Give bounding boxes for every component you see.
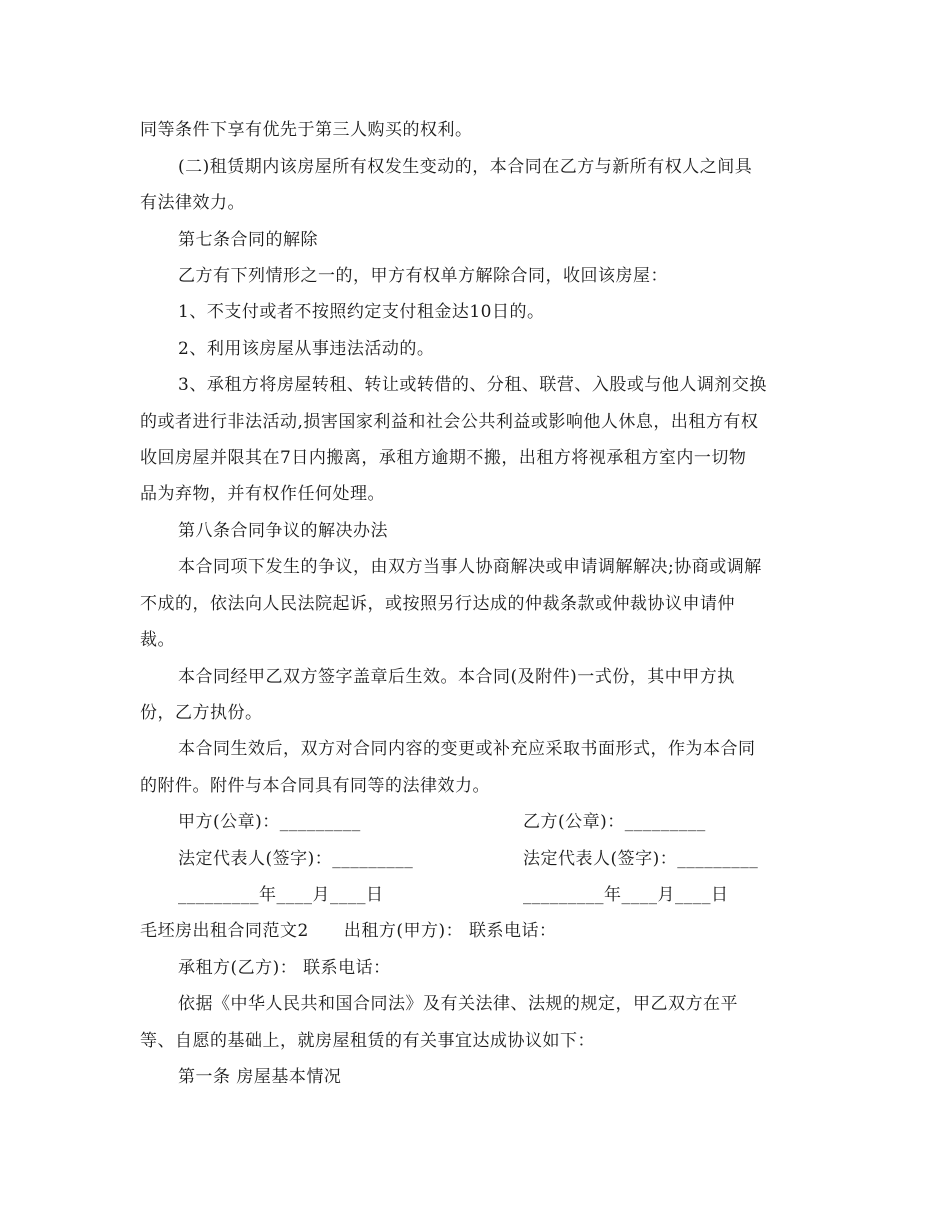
list-item: 3、承租方将房屋转租、转让或转借的、分租、联营、入股或与他人调剂交换 xyxy=(178,375,767,395)
paragraph-line: 本合同项下发生的争议，由双方当事人协商解决或申请调解解决;协商或调解 xyxy=(178,557,762,577)
paragraph-line: 份，乙方执份。 xyxy=(140,703,263,723)
party-a-seal-field: 甲方(公章)：_________ xyxy=(178,812,361,832)
second-contract-heading: 毛坯房出租合同范文2 出租方(甲方)： 联系电话： xyxy=(140,921,557,941)
article-heading: 第七条合同的解除 xyxy=(178,230,318,250)
paragraph-line: 品为弃物，并有权作任何处理。 xyxy=(140,484,385,504)
paragraph-line: 依据《中华人民共和国合同法》及有关法律、法规的规定，甲乙双方在平 xyxy=(178,994,738,1014)
paragraph-line: 等、自愿的基础上，就房屋租赁的有关事宜达成协议如下： xyxy=(140,1031,595,1051)
paragraph-line: 收回房屋并限其在7日内搬离，承租方逾期不搬，出租方将视承租方室内一切物 xyxy=(140,448,747,468)
lessee-line: 承租方(乙方)： 联系电话： xyxy=(178,958,391,978)
paragraph-line: 本合同生效后，双方对合同内容的变更或补充应采取书面形式，作为本合同 xyxy=(178,739,756,759)
paragraph-line: 有法律效力。 xyxy=(140,193,245,213)
party-a-date-field: _________年____月____日 xyxy=(178,885,384,905)
paragraph-line: 乙方有下列情形之一的，甲方有权单方解除合同，收回该房屋： xyxy=(178,266,668,286)
party-b-representative-field: 法定代表人(签字)：_________ xyxy=(523,849,759,869)
paragraph-line: 的附件。附件与本合同具有同等的法律效力。 xyxy=(140,776,490,796)
list-item: 2、利用该房屋从事违法活动的。 xyxy=(178,339,435,359)
paragraph-line: 同等条件下享有优先于第三人购买的权利。 xyxy=(140,120,473,140)
party-b-date-field: _________年____月____日 xyxy=(523,885,729,905)
paragraph-line: (二)租赁期内该房屋所有权发生变动的，本合同在乙方与新所有权人之间具 xyxy=(178,157,753,177)
paragraph-line: 的或者进行非法活动,损害国家利益和社会公共利益或影响他人休息，出租方有权 xyxy=(140,412,759,432)
paragraph-line: 本合同经甲乙双方签字盖章后生效。本合同(及附件)一式份，其中甲方执 xyxy=(178,667,735,687)
article-heading: 第八条合同争议的解决办法 xyxy=(178,521,388,541)
article-heading: 第一条 房屋基本情况 xyxy=(178,1067,342,1087)
party-b-seal-field: 乙方(公章)：_________ xyxy=(523,812,706,832)
paragraph-line: 裁。 xyxy=(140,630,175,650)
party-a-representative-field: 法定代表人(签字)：_________ xyxy=(178,849,414,869)
paragraph-line: 不成的，依法向人民法院起诉，或按照另行达成的仲裁条款或仲裁协议申请仲 xyxy=(140,594,735,614)
list-item: 1、不支付或者不按照约定支付租金达10日的。 xyxy=(178,302,545,322)
